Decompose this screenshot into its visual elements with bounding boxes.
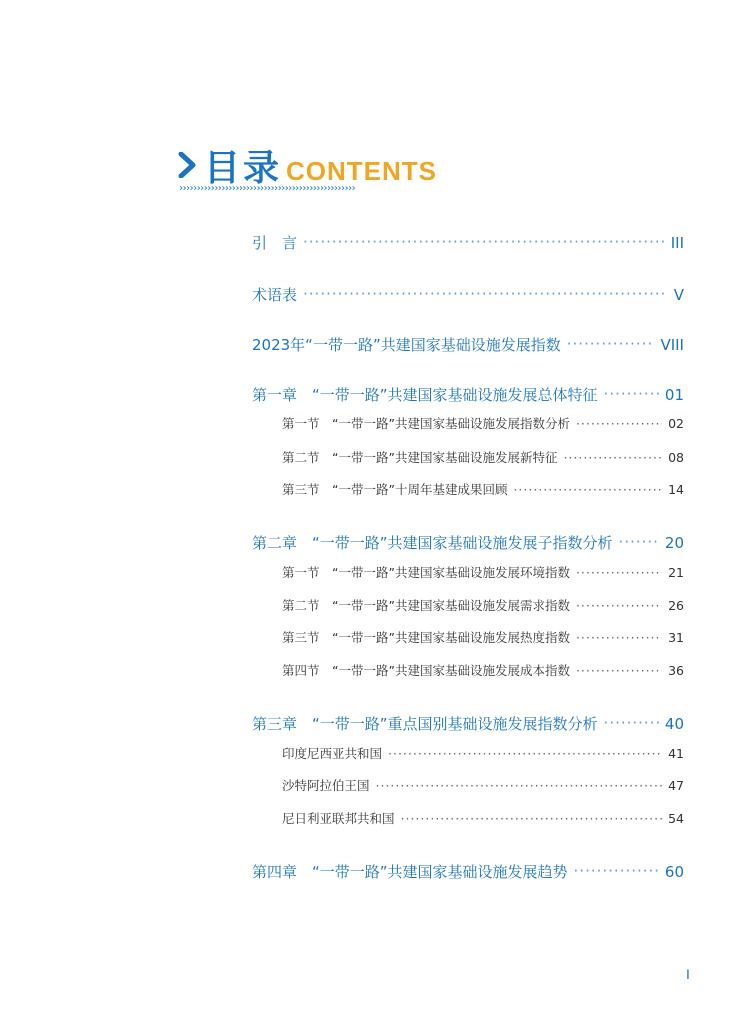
chevron-right-icon xyxy=(178,152,196,178)
toc-dot-leader xyxy=(303,233,665,248)
toc-section-entry[interactable] xyxy=(282,628,684,646)
toc-chapter-entry[interactable] xyxy=(252,384,684,405)
toc-dot-leader xyxy=(376,778,663,791)
toc-chapter-entry[interactable] xyxy=(252,232,684,253)
toc-dot-leader xyxy=(513,482,662,495)
toc-title-cn: 目录 xyxy=(204,148,283,189)
header-chevron-rule: ›››››››››››››››››››››››››››››››››››››››››››››››››› xyxy=(178,184,355,194)
toc-entry-page: 60 xyxy=(664,863,684,881)
toc-dot-leader xyxy=(604,385,659,400)
toc-section-entry[interactable] xyxy=(282,809,684,827)
toc-entry-label: 第三节 “一带一路”共建国家基础设施发展热度指数 xyxy=(282,630,570,645)
toc-chapter-entry[interactable] xyxy=(252,334,684,355)
toc-dot-leader xyxy=(619,533,659,548)
toc-entry-label: 第一章 “一带一路”共建国家基础设施发展总体特征 xyxy=(252,386,598,404)
toc-entry-label: 术语表 xyxy=(252,286,298,304)
toc-section-entry[interactable] xyxy=(282,563,684,581)
toc-section-entry[interactable] xyxy=(282,661,684,679)
toc-entry-label: 第四章 “一带一路”共建国家基础设施发展趋势 xyxy=(252,863,568,881)
toc-entry-page: 02 xyxy=(668,416,684,431)
toc-dot-leader xyxy=(563,450,662,463)
toc-dot-leader xyxy=(576,416,662,429)
toc-entry-page: VIII xyxy=(660,336,684,354)
toc-entry-page: 36 xyxy=(668,663,684,678)
toc-entry-page: 40 xyxy=(664,715,684,733)
toc-entry-label: 尼日利亚联邦共和国 xyxy=(282,811,395,826)
toc-dot-leader xyxy=(388,746,662,759)
toc-entry-page: 26 xyxy=(668,598,684,613)
toc-section-entry[interactable] xyxy=(282,448,684,466)
toc-entry-label: 第二节 “一带一路”共建国家基础设施发展需求指数 xyxy=(282,598,570,613)
toc-section-entry[interactable] xyxy=(282,744,684,762)
toc-chapter-entry[interactable] xyxy=(252,861,684,882)
toc-dot-leader xyxy=(574,862,659,877)
toc-section-entry[interactable] xyxy=(282,776,684,794)
toc-entry-label: 引 言 xyxy=(252,234,298,252)
toc-dot-leader xyxy=(604,714,659,729)
toc-entry-label: 印度尼西亚共和国 xyxy=(282,746,383,761)
toc-dot-leader xyxy=(401,811,663,824)
toc-dot-leader xyxy=(576,630,662,643)
toc-entry-label: 沙特阿拉伯王国 xyxy=(282,778,370,793)
toc-chapter-entry[interactable] xyxy=(252,532,684,553)
footer-page-number: I xyxy=(686,966,690,982)
toc-entry-page: 47 xyxy=(668,778,684,793)
toc-entry-page: III xyxy=(670,234,684,252)
toc-chapter-entry[interactable] xyxy=(252,713,684,734)
toc-entry-label: 第二章 “一带一路”共建国家基础设施发展子指数分析 xyxy=(252,534,613,552)
toc-section-entry[interactable] xyxy=(282,414,684,432)
toc-entry-page: 21 xyxy=(668,565,684,580)
toc-title-en: CONTENTS xyxy=(286,156,437,186)
toc-dot-leader xyxy=(576,663,662,676)
toc-entry-page: 54 xyxy=(668,811,684,826)
toc-entry-label: 第一节 “一带一路”共建国家基础设施发展环境指数 xyxy=(282,565,570,580)
toc-dot-leader xyxy=(303,285,668,300)
toc-chapter-entry[interactable] xyxy=(252,284,684,305)
toc-section-entry[interactable] xyxy=(282,596,684,614)
toc-entry-label: 第二节 “一带一路”共建国家基础设施发展新特征 xyxy=(282,450,558,465)
toc-dot-leader xyxy=(576,565,662,578)
toc-entry-page: 20 xyxy=(664,534,684,552)
toc-entry-page: 08 xyxy=(668,450,684,465)
toc-dot-leader xyxy=(576,598,662,611)
toc-section-entry[interactable] xyxy=(282,480,684,498)
toc-entry-label: 2023年“一带一路”共建国家基础设施发展指数 xyxy=(252,336,561,354)
toc-entry-page: 31 xyxy=(668,630,684,645)
toc-entry-page: 01 xyxy=(664,386,684,404)
toc-entry-label: 第一节 “一带一路”共建国家基础设施发展指数分析 xyxy=(282,416,570,431)
toc-entry-page: 14 xyxy=(668,482,684,497)
toc-entry-label: 第三章 “一带一路”重点国别基础设施发展指数分析 xyxy=(252,715,598,733)
toc-dot-leader xyxy=(567,335,655,350)
toc-entry-page: V xyxy=(673,286,684,304)
toc-entry-label: 第四节 “一带一路”共建国家基础设施发展成本指数 xyxy=(282,663,570,678)
toc-entry-page: 41 xyxy=(668,746,684,761)
toc-entry-label: 第三节 “一带一路”十周年基建成果回顾 xyxy=(282,482,508,497)
